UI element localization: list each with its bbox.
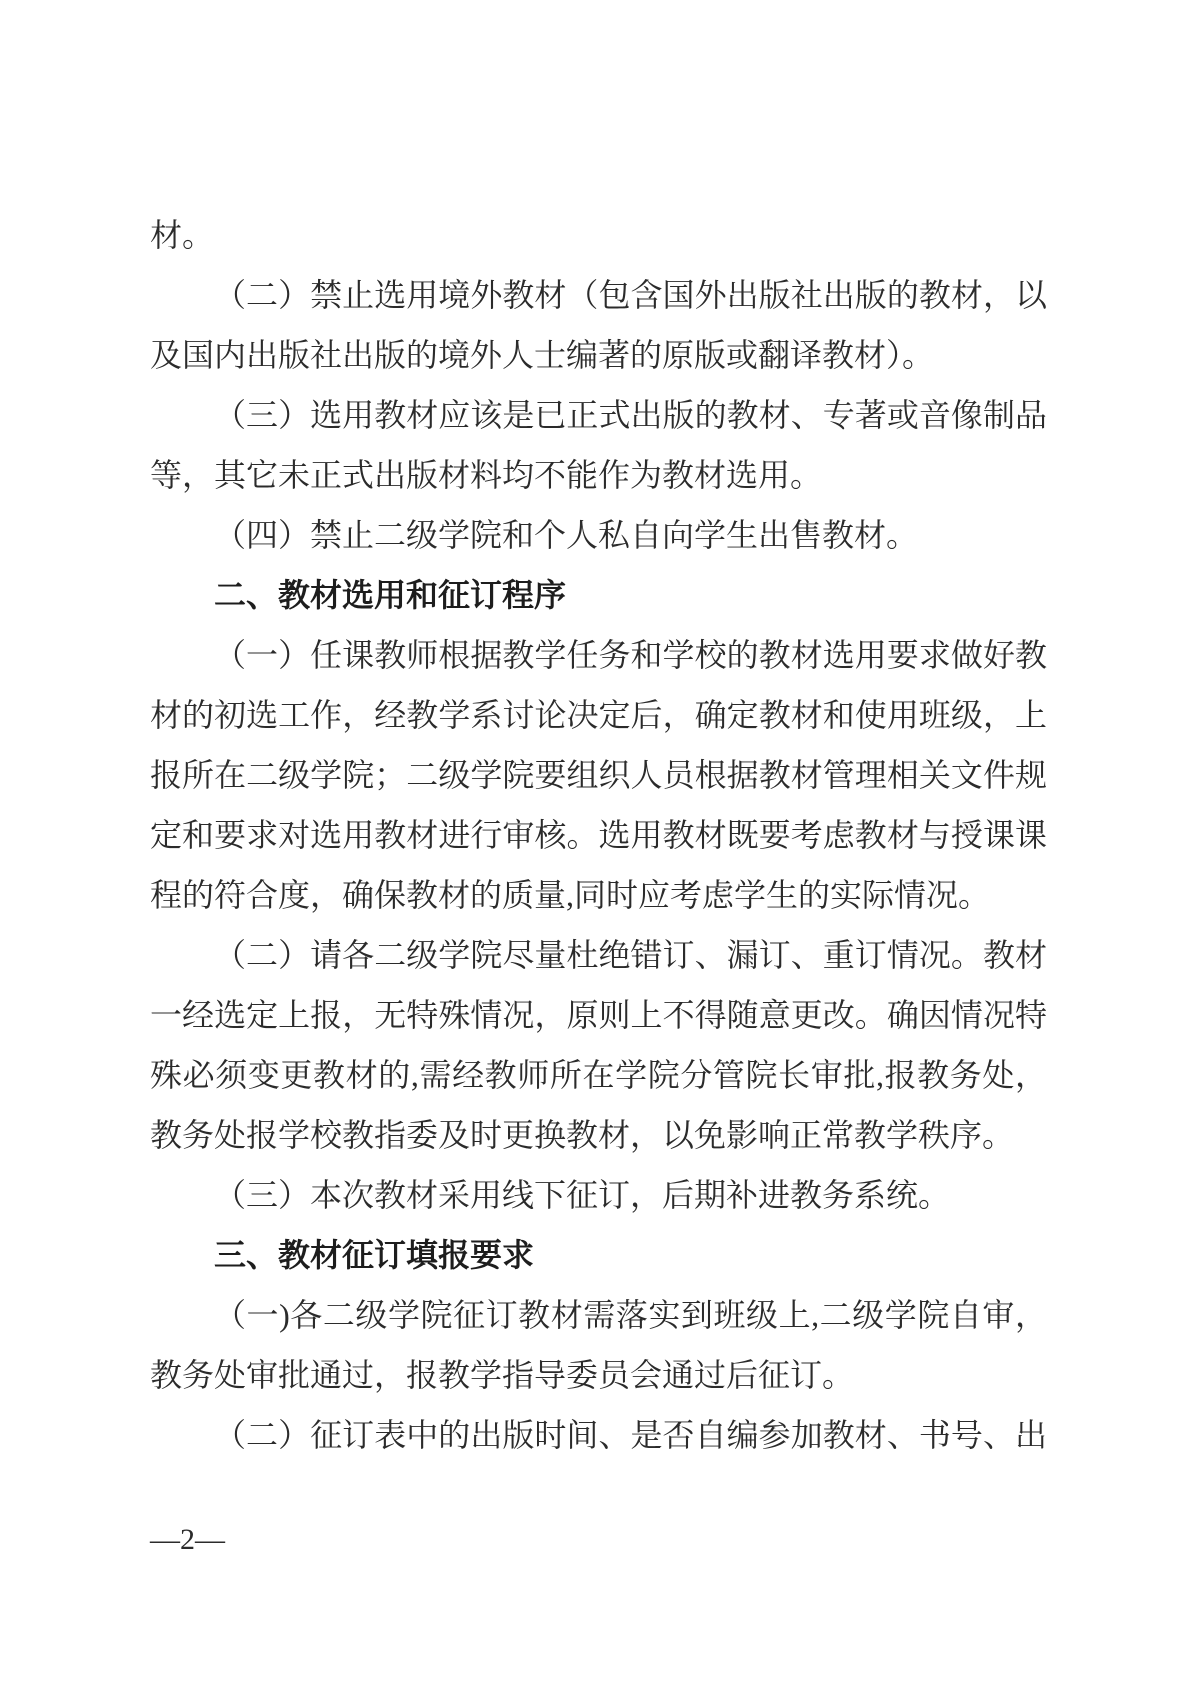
text-line: （一)各二级学院征订教材需落实到班级上,二级学院自审， <box>214 1297 1047 1333</box>
text-line: 定和要求对选用教材进行审核。选用教材既要考虑教材与授课课 <box>150 817 1047 853</box>
text-line: （二）请各二级学院尽量杜绝错订、漏订、重订情况。教材 <box>214 937 1047 973</box>
text-line: 教务处审批通过，报教学指导委员会通过后征订。 <box>150 1357 855 1393</box>
text-line: 一经选定上报，无特殊情况，原则上不得随意更改。确因情况特 <box>150 997 1047 1033</box>
text-line: （二）禁止选用境外教材（包含国外出版社出版的教材，以 <box>214 277 1047 313</box>
text-line: （四）禁止二级学院和个人私自向学生出售教材。 <box>214 517 919 553</box>
text-line: 教务处报学校教指委及时更换教材，以免影响正常教学秩序。 <box>150 1117 1015 1153</box>
text-line: 等，其它未正式出版材料均不能作为教材选用。 <box>150 457 823 493</box>
text-line: （二）征订表中的出版时间、是否自编参加教材、书号、出 <box>214 1417 1047 1453</box>
document-text-block <box>150 205 1047 1465</box>
text-line: 材的初选工作，经教学系讨论决定后，确定教材和使用班级，上 <box>150 697 1047 733</box>
text-line: （一）任课教师根据教学任务和学校的教材选用要求做好教 <box>214 637 1047 673</box>
section-heading: 三、教材征订填报要求 <box>214 1237 535 1273</box>
text-line: 材。 <box>150 217 215 253</box>
text-line: 程的符合度，确保教材的质量,同时应考虑学生的实际情况。 <box>150 877 991 913</box>
section-heading: 二、教材选用和征订程序 <box>214 577 567 613</box>
page-number: —2— <box>150 1523 225 1556</box>
text-line: （三）选用教材应该是已正式出版的教材、专著或音像制品 <box>214 397 1047 433</box>
text-line: 报所在二级学院；二级学院要组织人员根据教材管理相关文件规 <box>150 757 1047 793</box>
text-line: 及国内出版社出版的境外人士编著的原版或翻译教材）。 <box>150 337 935 373</box>
text-line: 殊必须变更教材的,需经教师所在学院分管院长审批,报教务处， <box>150 1057 1047 1093</box>
text-line: （三）本次教材采用线下征订，后期补进教务系统。 <box>214 1177 951 1213</box>
